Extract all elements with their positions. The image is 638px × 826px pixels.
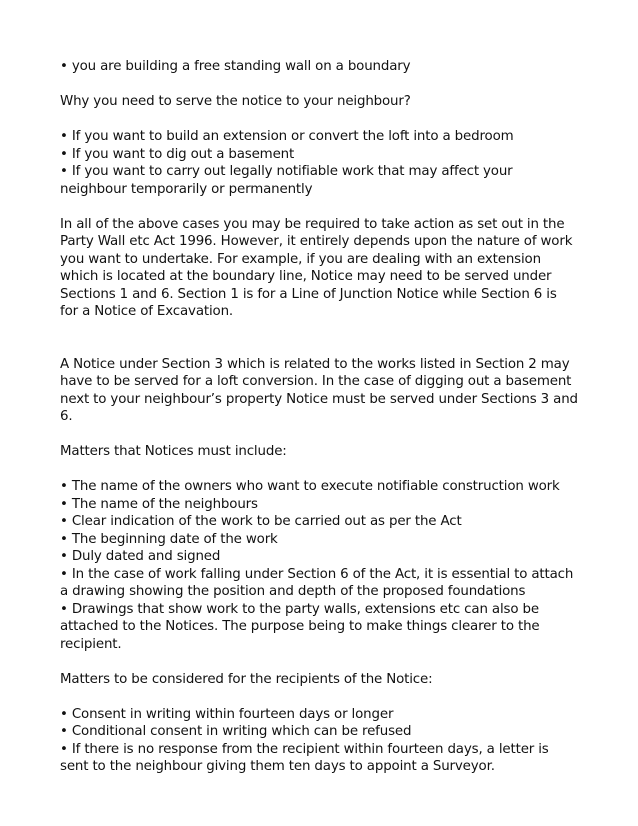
paragraph-gap xyxy=(60,198,580,216)
bullet-no-response-cont: sent to the neighbour giving them ten days to appoint a Surveyor. xyxy=(60,759,495,774)
bullet-section-6-drawing-cont: a drawing showing the position and depth of the proposed foundations xyxy=(60,584,526,599)
bullet-notifiable-work: • If you want to carry out legally notifiable work that may affect your xyxy=(60,164,513,179)
bullet-neighbours-name: • The name of the neighbours xyxy=(60,496,258,512)
paragraph-above-cases: Sections 1 and 6. Section 1 is for a Line of Junction Notice while Section 6 is xyxy=(60,286,557,302)
bullet-notifiable-work-cont: neighbour temporarily or permanently xyxy=(60,181,313,197)
heading-why-serve-notice: Why you need to serve the notice to your neighbour? xyxy=(60,94,411,109)
bullet-consent-writing: • Consent in writing within fourteen days or longer xyxy=(60,706,394,722)
paragraph-above-cases: In all of the above cases you may be required to take action as set out in the xyxy=(60,216,565,232)
paragraph-above-cases: for a Notice of Excavation. xyxy=(60,304,234,319)
bullet-free-standing-wall: • you are building a free standing wall on a boundary xyxy=(60,59,411,74)
paragraph-gap xyxy=(60,426,580,444)
bullet-party-wall-drawings: • Drawings that show work to the party walls, extensions etc can also be xyxy=(60,601,539,617)
bullet-no-response: • If there is no response from the recipient within fourteen days, a letter is xyxy=(60,741,549,757)
bullet-section-6-drawing: • In the case of work falling under Section 6 of the Act, it is essential to attach xyxy=(60,566,574,582)
paragraph-gap xyxy=(60,76,580,94)
paragraph-above-cases: which is located at the boundary line, Notice may need to be served under xyxy=(60,269,552,284)
bullet-party-wall-drawings-cont: recipient. xyxy=(60,636,122,652)
bullet-owners-name: • The name of the owners who want to execute notifiable construction work xyxy=(60,479,560,494)
paragraph-section-3: next to your neighbour’s property Notice must be served under Sections 3 and xyxy=(60,391,578,407)
bullet-dig-basement: • If you want to dig out a basement xyxy=(60,146,295,162)
paragraph-gap xyxy=(60,321,580,356)
heading-recipients-matters: Matters to be considered for the recipients of the Notice: xyxy=(60,671,433,687)
paragraph-gap xyxy=(60,688,580,706)
bullet-conditional-consent: • Conditional consent in writing which can be refused xyxy=(60,724,412,739)
bullet-dated-signed: • Duly dated and signed xyxy=(60,549,221,564)
paragraph-gap xyxy=(60,111,580,129)
paragraph-above-cases: Party Wall etc Act 1996. However, it entirely depends upon the nature of work xyxy=(60,234,573,249)
document-page xyxy=(60,58,580,776)
bullet-extension-loft: • If you want to build an extension or convert the loft into a bedroom xyxy=(60,129,514,144)
paragraph-section-3: 6. xyxy=(60,409,73,424)
paragraph-above-cases: you want to undertake. For example, if you are dealing with an extension xyxy=(60,251,541,267)
paragraph-gap xyxy=(60,653,580,671)
bullet-work-indication: • Clear indication of the work to be carried out as per the Act xyxy=(60,514,462,529)
paragraph-gap xyxy=(60,461,580,479)
bullet-beginning-date: • The beginning date of the work xyxy=(60,531,278,547)
heading-notices-must-include: Matters that Notices must include: xyxy=(60,444,287,459)
bullet-party-wall-drawings-cont: attached to the Notices. The purpose being to make things clearer to the xyxy=(60,619,540,634)
paragraph-section-3: A Notice under Section 3 which is related to the works listed in Section 2 may xyxy=(60,356,570,372)
paragraph-section-3: have to be served for a loft conversion. In the case of digging out a basement xyxy=(60,374,572,389)
